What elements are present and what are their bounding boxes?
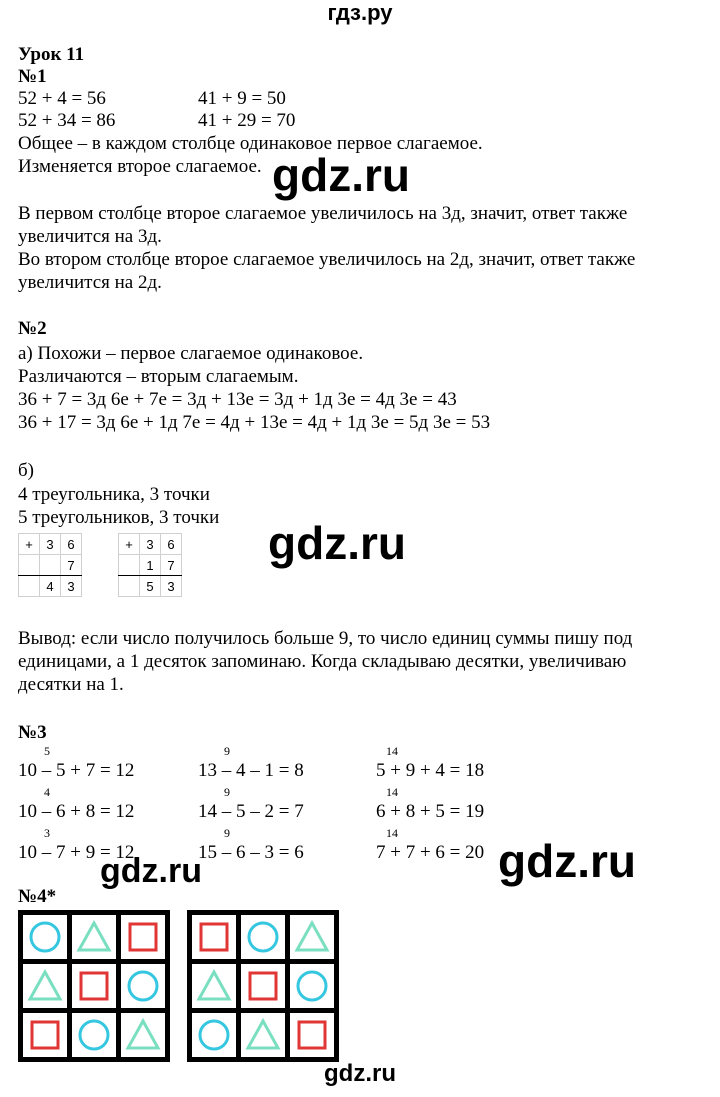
square-icon <box>245 968 281 1004</box>
grid-cell <box>241 964 285 1008</box>
grid-cell <box>241 1013 285 1057</box>
digit: 7 <box>61 555 82 576</box>
task2-b-label: б) <box>18 460 34 481</box>
intermediate-result: 9 <box>224 744 230 758</box>
grid-cell <box>72 1013 116 1057</box>
grid-cell <box>23 1013 67 1057</box>
square-icon <box>196 919 232 955</box>
task3-equation: 14 – 5 – 2 = 7 <box>198 801 304 822</box>
intermediate-result: 9 <box>224 826 230 840</box>
task3-equation: 10 – 5 + 7 = 12 <box>18 760 135 781</box>
grid-cell <box>23 964 67 1008</box>
grid-cell <box>121 915 165 959</box>
plus-sign: + <box>19 534 40 555</box>
triangle-icon <box>27 968 63 1004</box>
watermark-2: gdz.ru <box>268 517 406 569</box>
circle-icon <box>196 1017 232 1053</box>
square-icon <box>294 1017 330 1053</box>
task3-equation: 15 – 6 – 3 = 6 <box>198 842 304 863</box>
watermark-1: gdz.ru <box>272 149 410 201</box>
task1-line-5: Во втором столбце второе слагаемое увеличилось на 2д, значит, ответ также <box>18 249 636 270</box>
intermediate-result: 4 <box>44 785 50 799</box>
task2-conclusion-3: десятки на 1. <box>18 674 124 695</box>
grid-cell <box>241 915 285 959</box>
task2-b-line-1: 4 треугольника, 3 точки <box>18 484 210 505</box>
triangle-icon <box>294 919 330 955</box>
square-icon <box>76 968 112 1004</box>
circle-icon <box>294 968 330 1004</box>
shape-grid-2 <box>187 910 339 1062</box>
square-icon <box>125 919 161 955</box>
grid-cell <box>290 915 334 959</box>
task2-a-line-2: Различаются – вторым слагаемым. <box>18 366 299 387</box>
task1-label: №1 <box>18 66 47 87</box>
task2-conclusion-2: единицами, а 1 десяток запоминаю. Когда складываю десятки, увеличиваю <box>18 651 627 672</box>
digit: 1 <box>140 555 161 576</box>
grid-cell <box>72 964 116 1008</box>
circle-icon <box>245 919 281 955</box>
watermark-3: gdz.ru <box>100 852 202 890</box>
triangle-icon <box>196 968 232 1004</box>
grid-cell <box>23 915 67 959</box>
intermediate-result: 14 <box>386 826 398 840</box>
lesson-title: Урок 11 <box>18 44 85 65</box>
task1-eq-right-2: 41 + 29 = 70 <box>198 110 296 131</box>
intermediate-result: 9 <box>224 785 230 799</box>
grid-cell <box>72 915 116 959</box>
task1-eq-left-1: 52 + 4 = 56 <box>18 88 106 109</box>
task2-label: №2 <box>18 318 47 339</box>
digit: 3 <box>40 534 61 555</box>
task3-equation: 7 + 7 + 6 = 20 <box>376 842 485 863</box>
triangle-icon <box>125 1017 161 1053</box>
task2-a-line-1: а) Похожи – первое слагаемое одинаковое. <box>18 343 364 364</box>
digit: 7 <box>161 555 182 576</box>
task2-a-line-3: 36 + 7 = 3д 6е + 7е = 3д + 13е = 3д + 1д 3е = 4д 3е = 43 <box>18 389 457 410</box>
task1-line-3: В первом столбце второе слагаемое увеличилось на 3д, значит, ответ также <box>18 203 628 224</box>
task3-equation: 13 – 4 – 1 = 8 <box>198 760 304 781</box>
intermediate-result: 3 <box>44 826 50 840</box>
watermark-5: gdz.ru <box>324 1060 396 1087</box>
task3-equation: 6 + 8 + 5 = 19 <box>376 801 485 822</box>
grid-cell <box>121 1013 165 1057</box>
triangle-icon <box>76 919 112 955</box>
grid-cell <box>290 1013 334 1057</box>
digit: 3 <box>140 534 161 555</box>
intermediate-result: 14 <box>386 785 398 799</box>
digit: 6 <box>61 534 82 555</box>
grid-cell <box>192 1013 236 1057</box>
column-addition-1 <box>18 533 82 597</box>
task1-line-4: увеличится на 3д. <box>18 226 162 247</box>
square-icon <box>27 1017 63 1053</box>
task3-equation: 5 + 9 + 4 = 18 <box>376 760 485 781</box>
grid-cell <box>290 964 334 1008</box>
task3-label: №3 <box>18 722 47 743</box>
triangle-icon <box>245 1017 281 1053</box>
digit: 5 <box>140 576 161 597</box>
task1-eq-right-1: 41 + 9 = 50 <box>198 88 286 109</box>
task1-eq-left-2: 52 + 34 = 86 <box>18 110 116 131</box>
digit: 3 <box>61 576 82 597</box>
watermark-4: gdz.ru <box>498 835 636 887</box>
task1-line-2: Изменяется второе слагаемое. <box>18 156 262 177</box>
site-header: гдз.ру <box>327 0 393 25</box>
grid-cell <box>192 964 236 1008</box>
task2-a-line-4: 36 + 17 = 3д 6е + 1д 7е = 4д + 13е = 4д + 1д 3е = 5д 3е = 53 <box>18 412 491 433</box>
circle-icon <box>76 1017 112 1053</box>
shape-grid-1 <box>18 910 170 1062</box>
task3-equation: 10 – 7 + 9 = 12 <box>18 842 135 863</box>
grid-cell <box>121 964 165 1008</box>
digit: 3 <box>161 576 182 597</box>
task1-line-1: Общее – в каждом столбце одинаковое первое слагаемое. <box>18 133 483 154</box>
task2-conclusion-1: Вывод: если число получилось больше 9, то число единиц суммы пишу под <box>18 628 633 649</box>
task4-label: №4* <box>18 886 57 907</box>
digit <box>40 555 61 576</box>
intermediate-result: 14 <box>386 744 398 758</box>
circle-icon <box>125 968 161 1004</box>
digit: 6 <box>161 534 182 555</box>
intermediate-result: 5 <box>44 744 50 758</box>
task1-line-6: увеличится на 2д. <box>18 272 162 293</box>
task2-b-line-2: 5 треугольников, 3 точки <box>18 507 220 528</box>
plus-sign: + <box>119 534 140 555</box>
digit: 4 <box>40 576 61 597</box>
column-addition-2 <box>118 533 182 597</box>
circle-icon <box>27 919 63 955</box>
task3-equation: 10 – 6 + 8 = 12 <box>18 801 135 822</box>
grid-cell <box>192 915 236 959</box>
